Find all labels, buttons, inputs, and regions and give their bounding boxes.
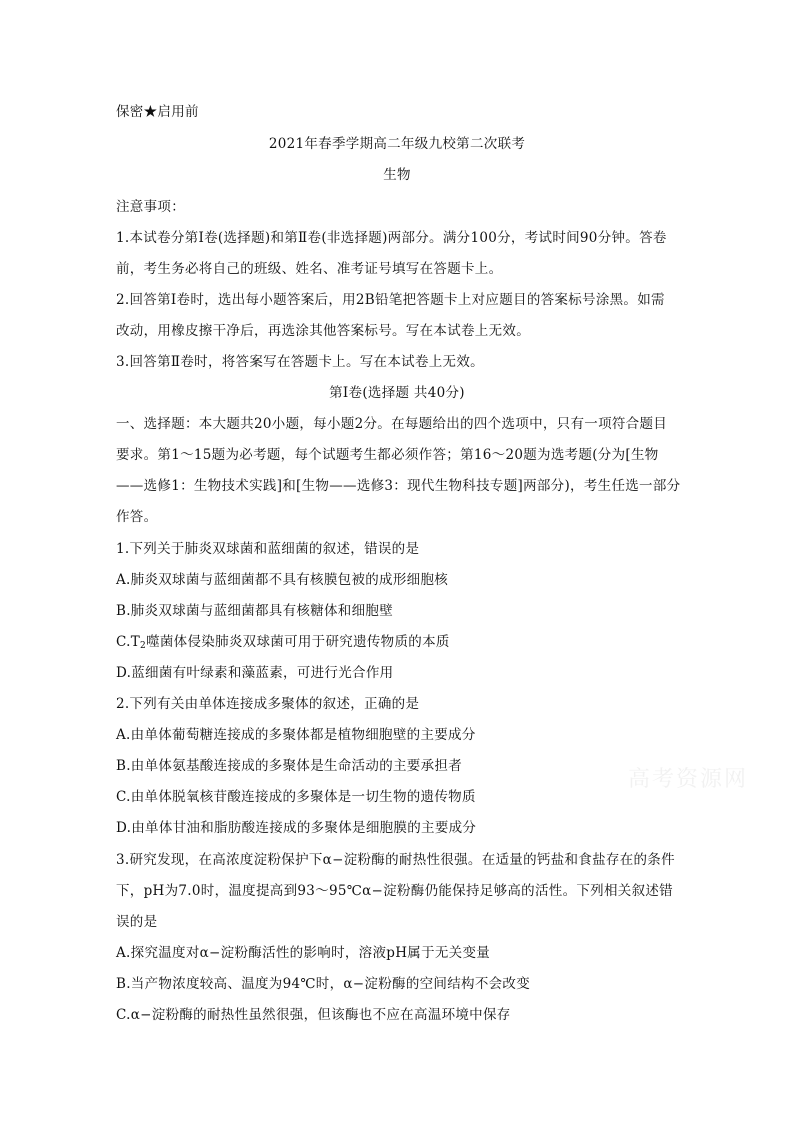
q1-option-c: [116, 632, 696, 656]
q3-option-b: B.当产物浓度较高、温度为94℃时，α−淀粉酶的空间结构不会改变: [116, 976, 531, 992]
q3-option-a: A.探究温度对α−淀粉酶活性的影响时，溶液pH属于无关变量: [116, 945, 491, 961]
q1-option-d: D.蓝细菌有叶绿素和藻蓝素，可进行光合作用: [116, 665, 394, 681]
section-title: 第Ⅰ卷(选择题 共40分): [329, 385, 465, 401]
note-2-line-2: 改动，用橡皮擦干净后，再选涂其他答案标号。写在本试卷上无效。: [116, 323, 530, 339]
q1-option-b: B.肺炎双球菌与蓝细菌都具有核糖体和细胞壁: [116, 603, 394, 619]
q3-stem-line-2: 下，pH为7.0时，温度提高到93～95℃α−淀粉酶仍能保持足够高的活性。下列相关叙述错: [116, 883, 673, 899]
exam-title: 2021年春季学期高二年级九校第二次联考: [268, 136, 526, 152]
q2-option-d: D.由单体甘油和脂肪酸连接成的多聚体是细胞膜的主要成分: [116, 820, 477, 836]
q3-stem-line-3: 误的是: [116, 914, 158, 930]
q1-option-c-subscript: 2: [140, 641, 147, 651]
q2-option-b: B.由单体氨基酸连接成的多聚体是生命活动的主要承担者: [116, 758, 463, 774]
notes-heading: 注意事项：: [116, 199, 185, 215]
q2-stem: 2.下列有关由单体连接成多聚体的叙述，正确的是: [116, 696, 420, 712]
q1-option-c-rest: 噬菌体侵染肺炎双球菌可用于研究遗传物质的本质: [146, 634, 450, 650]
q2-option-a: A.由单体葡萄糖连接成的多聚体都是植物细胞壁的主要成分: [116, 727, 476, 743]
q2-option-c: C.由单体脱氧核苷酸连接成的多聚体是一切生物的遗传物质: [116, 789, 476, 805]
section-intro-line-2: 要求。第1～15题为必考题，每个试题考生都必须作答；第16～20题为选考题(分为[生物: [116, 447, 659, 463]
confidential-mark: 保密★启用前: [116, 104, 199, 120]
note-3: 3.回答第Ⅱ卷时，将答案写在答题卡上。写在本试卷上无效。: [116, 354, 484, 370]
note-2-line-1: 2.回答第Ⅰ卷时，选出每小题答案后，用2B铅笔把答题卡上对应题目的答案标号涂黑。如需: [116, 292, 665, 308]
subject-title: 生物: [383, 167, 411, 183]
q3-stem-line-1: 3.研究发现，在高浓度淀粉保护下α−淀粉酶的耐热性很强。在适量的钙盐和食盐存在的条件: [116, 852, 675, 868]
q1-option-a: A.肺炎双球菌与蓝细菌都不具有核膜包被的成形细胞核: [116, 572, 449, 588]
note-1-line-2: 前，考生务必将自己的班级、姓名、准考证号填写在答题卡上。: [116, 261, 503, 277]
q1-option-c-prefix: C.T: [116, 634, 141, 650]
section-intro-line-3: ——选修1：生物技术实践]和[生物——选修3：现代生物科技专题]两部分)，考生任选一部分: [116, 478, 681, 494]
section-intro-line-4: 作答。: [116, 509, 158, 525]
note-1-line-1: 1.本试卷分第Ⅰ卷(选择题)和第Ⅱ卷(非选择题)两部分。满分100分，考试时间90分钟。答卷: [116, 230, 667, 246]
q1-stem: 1.下列关于肺炎双球菌和蓝细菌的叙述，错误的是: [116, 541, 420, 557]
q3-option-c: C.α−淀粉酶的耐热性虽然很强，但该酶也不应在高温环境中保存: [116, 1007, 511, 1023]
section-intro-line-1: 一、选择题：本大题共20小题，每小题2分。在每题给出的四个选项中，只有一项符合题目: [116, 416, 668, 432]
watermark: 高考资源网: [628, 767, 749, 792]
